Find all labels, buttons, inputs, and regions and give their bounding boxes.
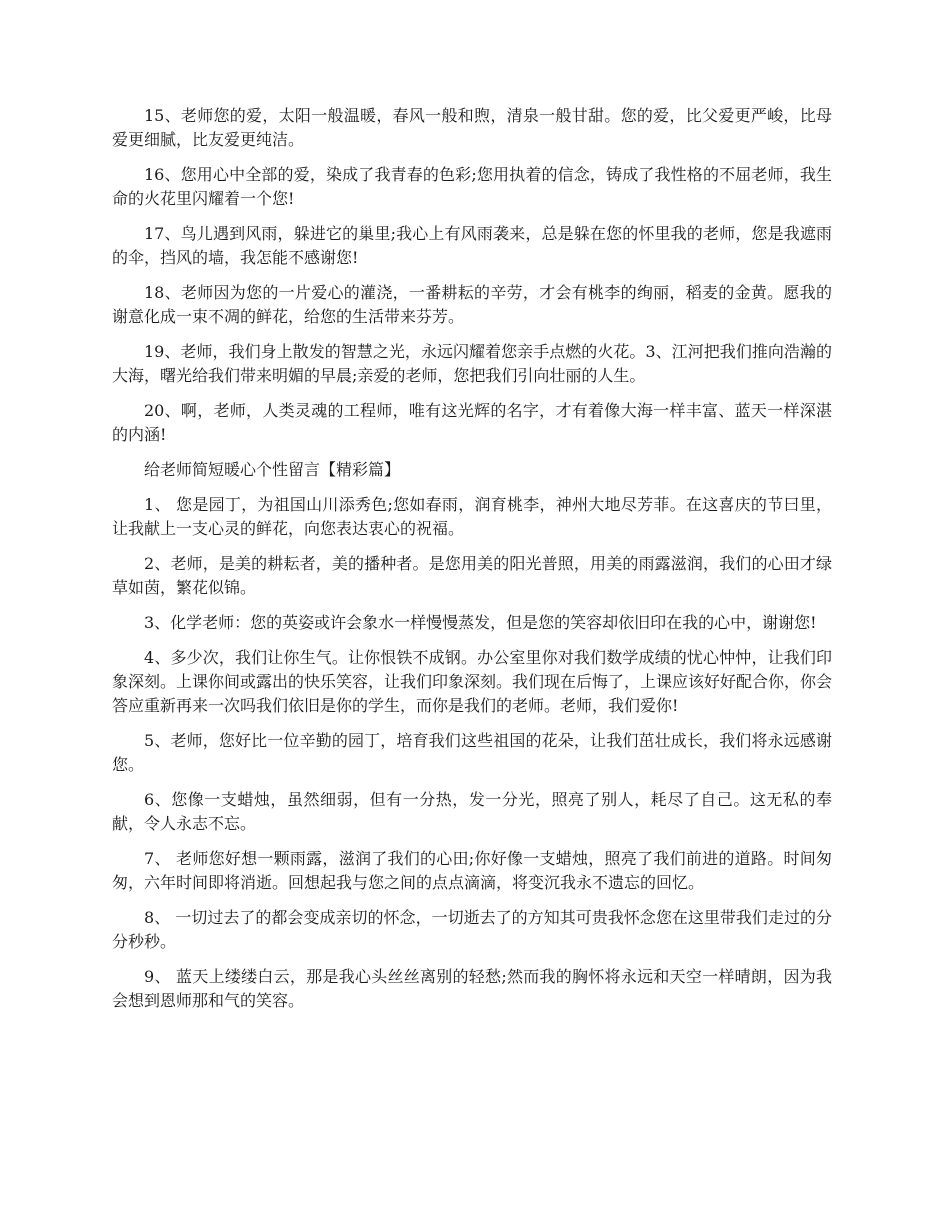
- section-heading: 给老师简短暖心个性留言【精彩篇】: [144, 460, 401, 479]
- message-3: 3、化学老师：您的英姿或许会象水一样慢慢蒸发，但是您的笑容却依旧印在我的心中，谢谢您!: [144, 613, 817, 632]
- message-1: 1、 您是园丁，为祖国山川添秀色;您如春雨，润育桃李，神州大地尽芳菲。在这喜庆的节曰里，让我献上一支心灵的鲜花，向您表达衷心的祝福。: [112, 495, 832, 538]
- paragraph-15: 15、老师您的爱，太阳一般温暖，春风一般和煦，清泉一般甘甜。您的爱，比父爱更严峻，比母爱更细腻，比友爱更纯洁。: [112, 106, 832, 149]
- message-6: 6、您像一支蜡烛，虽然细弱，但有一分热，发一分光，照亮了别人，耗尽了自己。这无私的奉献，令人永志不忘。: [112, 790, 832, 833]
- message-5: 5、老师，您好比一位辛勤的园丁，培育我们这些祖国的花朵，让我们茁壮成长，我们将永远感谢您。: [112, 731, 832, 774]
- paragraph-20: 20、啊，老师，人类灵魂的工程师，唯有这光辉的名字，才有着像大海一样丰富、蓝天一样深湛的内涵!: [112, 401, 832, 444]
- message-4: 4、多少次，我们让你生气。让你恨铁不成钢。办公室里你对我们数学成绩的忧心忡忡，让我们印象深刻。上课你间或露出的快乐笑容，让我们印象深刻。我们现在后悔了，上课应该好好配合你，你会答应重新再来一次吗我们依旧是你的学生，而你是我们的老师。老师，我们爱你!: [112, 648, 833, 715]
- paragraph-18: 18、老师因为您的一片爱心的灌浇，一番耕耘的辛劳，才会有桃李的绚丽，稻麦的金黄。愿我的谢意化成一束不凋的鲜花，给您的生活带来芬芳。: [112, 283, 832, 326]
- paragraph-16: 16、您用心中全部的爱，染成了我青春的色彩;您用执着的信念，铸成了我性格的不屈老师，我生命的火花里闪耀着一个您!: [112, 165, 832, 208]
- message-2: 2、老师，是美的耕耘者，美的播种者。是您用美的阳光普照，用美的雨露滋润，我们的心田才绿草如茵，繁花似锦。: [112, 554, 832, 597]
- message-9: 9、 蓝天上缕缕白云，那是我心头丝丝离别的轻愁;然而我的胸怀将永远和天空一样晴朗，因为我会想到恩师那和气的笑容。: [112, 967, 832, 1010]
- paragraph-19: 19、老师，我们身上散发的智慧之光，永远闪耀着您亲手点燃的火花。3、江河把我们推向浩瀚的大海，曙光给我们带来明媚的早晨;亲爱的老师，您把我们引向壮丽的人生。: [112, 342, 832, 385]
- paragraph-17: 17、鸟儿遇到风雨，躲进它的巢里;我心上有风雨袭来，总是躲在您的怀里我的老师，您是我遮雨的伞，挡风的墙，我怎能不感谢您!: [112, 224, 832, 267]
- document-page: [112, 104, 832, 1024]
- message-8: 8、 一切过去了的都会变成亲切的怀念，一切逝去了的方知其可贵我怀念您在这里带我们走过的分分秒秒。: [112, 908, 832, 951]
- message-7: 7、 老师您好想一颗雨露，滋润了我们的心田;你好像一支蜡烛，照亮了我们前进的道路。时间匆匆，六年时间即将消逝。回想起我与您之间的点点滴滴，将变沉我永不遗忘的回忆。: [112, 849, 832, 892]
